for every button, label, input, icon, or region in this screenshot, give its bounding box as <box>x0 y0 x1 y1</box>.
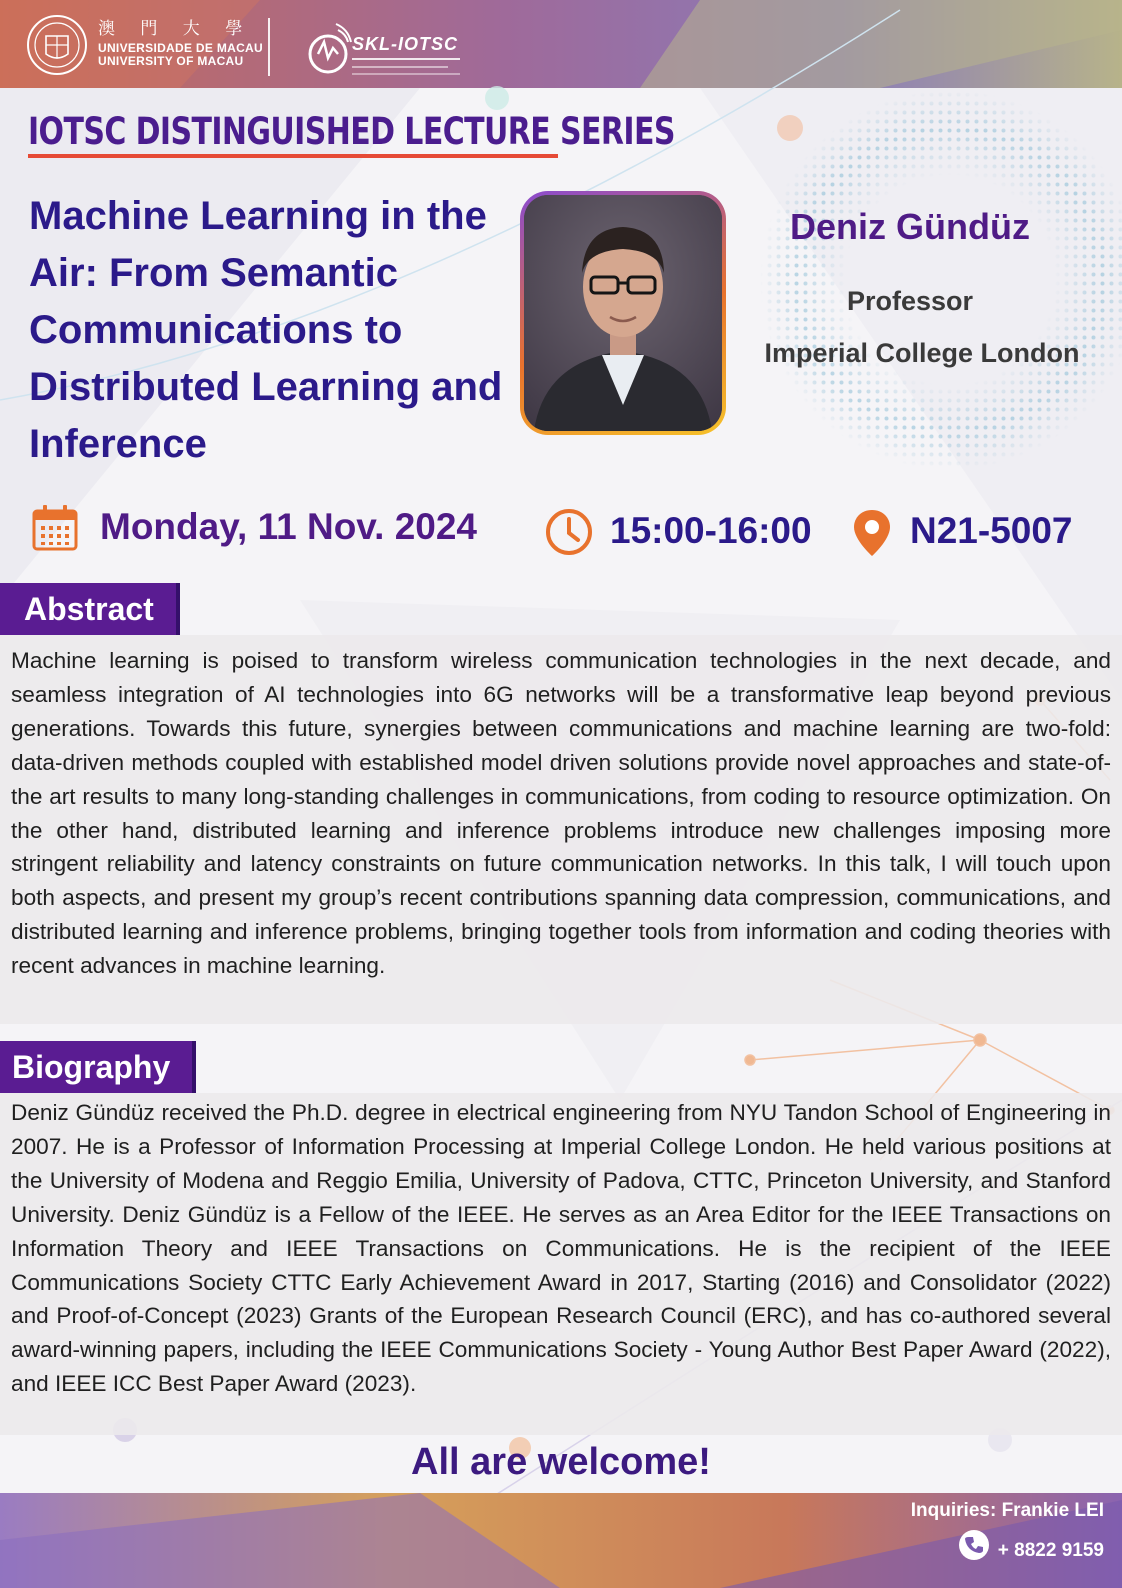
welcome-message: All are welcome! <box>411 1441 711 1483</box>
abstract-heading: Abstract <box>0 583 180 635</box>
talk-title: Machine Learning in the Air: From Semantic Communications to Distributed Learning and Inference <box>29 194 503 466</box>
lab-subtitle-line <box>352 66 448 68</box>
phone-icon <box>959 1530 989 1560</box>
lecture-series-title: IOTSC DISTINGUISHED LECTURE SERIES <box>28 110 675 154</box>
contact-phone: + 8822 9159 <box>997 1540 1104 1561</box>
event-venue: N21-5007 <box>910 510 1073 551</box>
abstract-section <box>0 635 1122 1024</box>
speaker-title: Professor <box>846 286 974 316</box>
event-time: 15:00-16:00 <box>610 510 812 551</box>
abstract-text: Machine learning is poised to transform wireless communication technologies in the next decade, and seamless integration of AI technologies into 6G networks will be a transformative leap beyond previous generations. Towards this future, synergies between communications and machine learning are two-fold: data-driven methods coupled with established model driven solutions provide novel approaches and state-of-the art results to many long-standing challenges in communications, from coding to resource optimization. On the other hand, distributed learning and inference problems introduce new challenges imposing more stringent reliability and latency constraints on future communication networks. In this talk, I will touch upon both aspects, and present my group’s recent contributions spanning data compression, communications, and distributed learning and inference problems, bringing together tools from information and coding theories with recent advances in machine learning. <box>11 648 1111 979</box>
biography-text: Deniz Gündüz received the Ph.D. degree in electrical engineering from NYU Tandon School of Engineering in 2007. He is a Professor of Information Processing at Imperial College London. He held various positions at the University of Modena and Reggio Emilia, University of Padova, CTTC, Princeton University, and Stanford University. Deniz Gündüz is a Fellow of the IEEE. He serves as an Area Editor for the IEEE Transactions on Information Theory and IEEE Transactions on Communications. He is the recipient of the IEEE Communications Society CTTC Early Achievement Award in 2017, Starting (2016) and Consolidator (2022) and Proof-of-Concept (2023) Grants of the European Research Council (ERC), and has co-authored several award-winning papers, including the IEEE Communications Society - Young Author Best Paper Award (2022), and IEEE ICC Best Paper Award (2023). <box>11 1100 1111 1397</box>
clock-icon <box>545 508 593 556</box>
speaker-photo-frame <box>520 191 726 435</box>
speaker-affiliation: Imperial College London <box>764 338 1080 368</box>
event-date: Monday, 11 Nov. 2024 <box>100 506 478 547</box>
biography-section <box>0 1093 1122 1435</box>
university-seal-icon <box>26 14 88 76</box>
university-name-chinese: 澳 門 大 學 <box>98 19 253 39</box>
header-divider <box>268 18 270 76</box>
speaker-photo <box>524 195 722 431</box>
lab-subtitle-line <box>352 73 460 75</box>
university-name <box>98 20 263 69</box>
location-pin-icon <box>852 508 892 558</box>
series-underline <box>28 154 558 158</box>
inquiries-contact: Inquiries: Frankie LEI <box>910 1500 1104 1521</box>
lab-subtitle-line <box>352 58 460 60</box>
university-name-portuguese: UNIVERSIDADE DE MACAU <box>98 40 263 55</box>
lab-name: SKL-IOTSC <box>352 34 458 54</box>
biography-heading: Biography <box>0 1041 196 1093</box>
speaker-name: Deniz Gündüz <box>790 206 1030 247</box>
university-name-english: UNIVERSITY OF MACAU <box>98 54 244 69</box>
header-bar <box>0 0 1122 88</box>
calendar-icon <box>32 505 78 551</box>
skl-iotsc-logo-icon <box>300 22 356 74</box>
